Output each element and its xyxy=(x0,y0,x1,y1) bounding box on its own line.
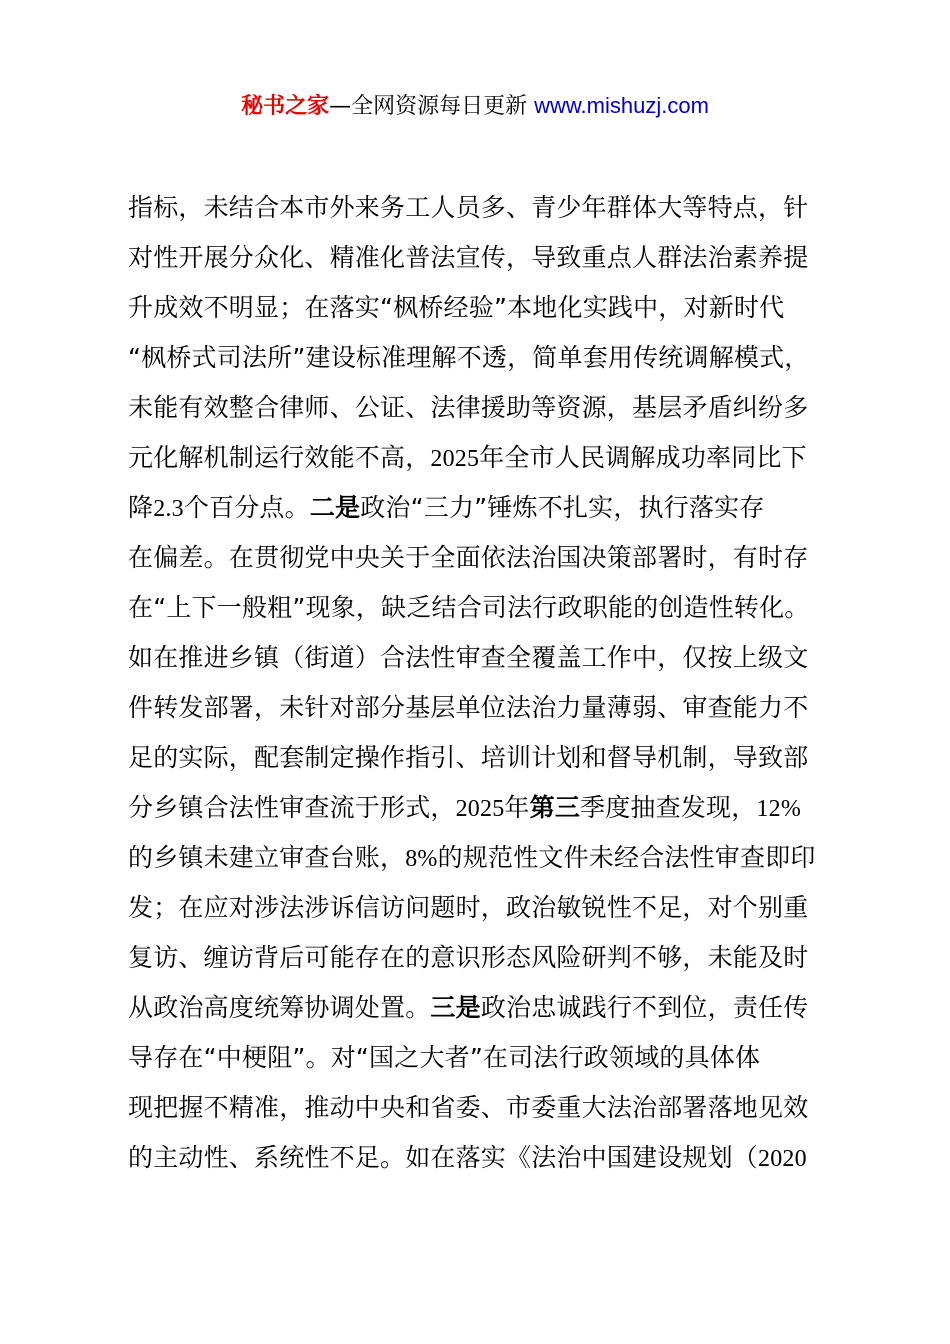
text-segment: 政治忠诚践行不到位，责任传 xyxy=(480,993,809,1022)
text-line xyxy=(128,533,838,583)
text-segment: 在偏差。在贯彻党中央关于全面依法治国决策部署时，有时存 xyxy=(128,543,809,572)
text-segment: 在“上下一般粗”现象，缺乏结合司法行政职能的创造性转化。 xyxy=(128,593,810,622)
text-segment: 2025 xyxy=(455,796,505,822)
text-segment: 降 xyxy=(128,493,154,522)
text-segment: 升成效不明显；在落实“枫桥经验”本地化实践中，对新时代 xyxy=(128,293,785,322)
text-line xyxy=(128,983,838,1033)
text-line xyxy=(128,633,838,683)
text-line xyxy=(128,683,838,733)
text-segment: 导存在“中梗阻”。对“国之大者”在司法行政领域的具体体 xyxy=(128,1043,761,1072)
site-url-link[interactable]: www.mishuzj.com xyxy=(534,93,709,118)
text-segment: 12% xyxy=(756,796,802,822)
text-line xyxy=(128,283,838,333)
text-segment: 从政治高度统筹协调处置。 xyxy=(128,993,431,1022)
document-body xyxy=(128,183,838,1183)
text-segment: 年 xyxy=(504,793,530,822)
text-segment: 政治“三力”锤炼不扎实，执行落实存 xyxy=(360,493,765,522)
text-segment: 的乡镇未建立审查台账， xyxy=(128,843,406,872)
bold-label: 第三 xyxy=(529,793,581,822)
text-line xyxy=(128,433,838,483)
text-segment: 指标，未结合本市外来务工人员多、青少年群体大等特点，针 xyxy=(128,193,809,222)
text-segment: 年全市人民调解成功率同比下 xyxy=(479,443,807,472)
text-line xyxy=(128,1133,838,1183)
page-header xyxy=(0,86,950,127)
text-line xyxy=(128,933,838,983)
text-segment: 2020 xyxy=(758,1146,807,1172)
text-line xyxy=(128,333,838,383)
bold-label: 三是 xyxy=(430,993,481,1022)
text-line xyxy=(128,883,838,933)
text-segment: 分乡镇合法性审查流于形式， xyxy=(128,793,456,822)
text-segment: 的规范性文件未经合法性审查即印 xyxy=(437,843,816,872)
text-line xyxy=(128,233,838,283)
text-segment: 复访、缠访背后可能存在的意识形态风险研判不够，未能及时 xyxy=(128,943,809,972)
text-line xyxy=(128,1083,838,1133)
text-segment: 2025 xyxy=(430,446,480,472)
text-segment: 现把握不精准，推动中央和省委、市委重大法治部署落地见效 xyxy=(128,1093,809,1122)
text-segment: 如在推进乡镇（街道）合法性审查全覆盖工作中，仅按上级文 xyxy=(128,643,809,672)
text-line xyxy=(128,783,838,833)
text-line xyxy=(128,183,838,233)
text-line xyxy=(128,733,838,783)
text-segment: 个百分点。 xyxy=(183,493,310,522)
bold-label: 二是 xyxy=(309,493,361,522)
text-segment: 8% xyxy=(405,846,438,872)
text-line xyxy=(128,1033,838,1083)
text-segment: 的主动性、系统性不足。如在落实《法治中国建设规划（ xyxy=(128,1143,759,1172)
brand-name: 秘书之家 xyxy=(241,94,330,119)
text-segment: “枫桥式司法所”建设标准理解不透，简单套用传统调解模式， xyxy=(128,343,810,372)
header-tagline: —全网资源每日更新 xyxy=(329,94,535,119)
text-segment: 足的实际，配套制定操作指引、培训计划和督导机制，导致部 xyxy=(128,743,809,772)
text-segment: 2.3 xyxy=(153,496,184,522)
text-segment: 对性开展分众化、精准化普法宣传，导致重点人群法治素养提 xyxy=(128,243,809,272)
text-line xyxy=(128,383,838,433)
text-segment: 发；在应对涉法涉诉信访问题时，政治敏锐性不足，对个别重 xyxy=(128,893,809,922)
text-segment: 未能有效整合律师、公证、法律援助等资源，基层矛盾纠纷多 xyxy=(128,393,809,422)
text-segment: 元化解机制运行效能不高， xyxy=(128,443,431,472)
text-segment: 件转发部署，未针对部分基层单位法治力量薄弱、审查能力不 xyxy=(128,693,809,722)
text-line xyxy=(128,483,838,533)
text-line xyxy=(128,833,838,883)
text-segment: 季度抽查发现， xyxy=(580,793,757,822)
text-line xyxy=(128,583,838,633)
